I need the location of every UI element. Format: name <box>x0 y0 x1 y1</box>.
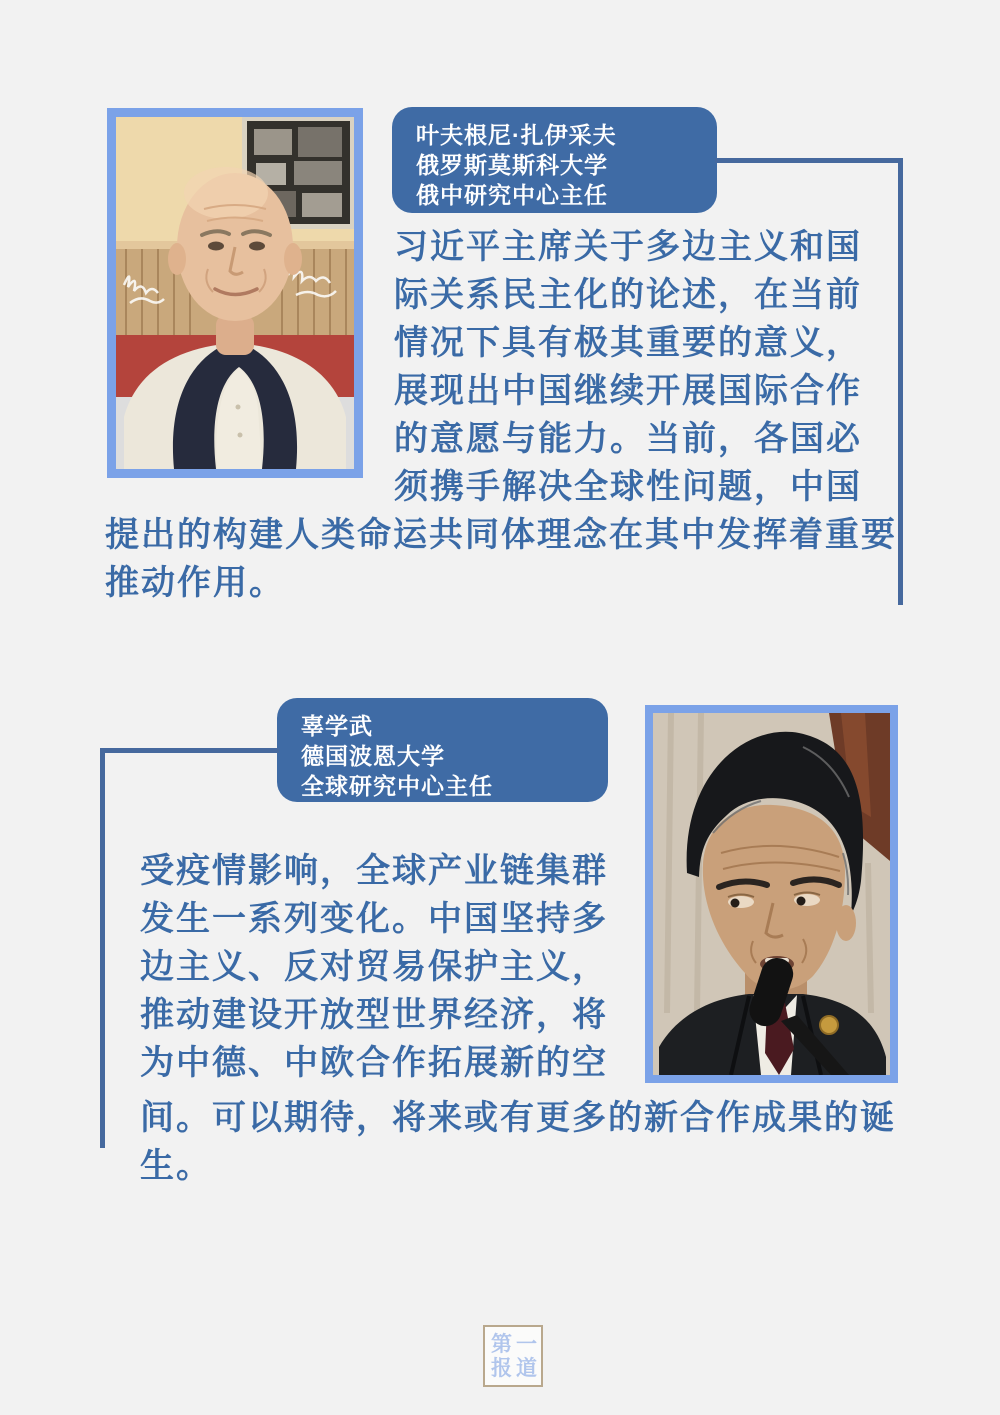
quote-line: 的意愿与能力。当前，各国必 <box>394 421 862 458</box>
expert1-badge <box>392 107 717 213</box>
logo-char: 报 <box>491 1355 512 1380</box>
expert1-affiliation: 俄罗斯莫斯科大学 <box>416 152 608 178</box>
quote-line: 间。可以期待，将来或有更多的新合作成果的诞 <box>140 1100 896 1137</box>
quote-line: 边主义、反对贸易保护主义， <box>140 949 608 986</box>
logo-char: 第 <box>491 1331 512 1356</box>
frame-line-left-vertical <box>100 748 105 1148</box>
quote-line: 生。 <box>140 1148 212 1185</box>
expert2-badge <box>277 698 608 802</box>
logo-char: 道 <box>516 1355 537 1380</box>
frame-line-bottom-horizontal <box>103 748 279 753</box>
expert1-title: 俄中研究中心主任 <box>416 182 608 208</box>
quote-line: 际关系民主化的论述，在当前 <box>394 277 862 314</box>
quote-line: 展现出中国继续开展国际合作 <box>394 373 862 410</box>
quote-line: 受疫情影响，全球产业链集群 <box>140 853 608 890</box>
expert1-photo <box>107 108 363 478</box>
quote-line: 为中德、中欧合作拓展新的空 <box>140 1045 608 1082</box>
expert2-photo-illustration <box>653 713 890 1075</box>
expert1-quote-beside-photo <box>394 224 862 512</box>
frame-line-right-vertical <box>898 158 903 605</box>
logo-char: 一 <box>516 1331 537 1356</box>
expert2-affiliation: 德国波恩大学 <box>301 743 445 769</box>
expert1-photo-illustration <box>116 117 354 469</box>
expert2-quote-full-width <box>140 1095 896 1191</box>
quote-line: 提出的构建人类命运共同体理念在其中发挥着重要 <box>105 517 897 554</box>
quote-line: 推动作用。 <box>105 565 285 602</box>
quote-line: 习近平主席关于多边主义和国 <box>394 229 862 266</box>
diyi-baodao-logo <box>483 1325 543 1387</box>
expert2-title: 全球研究中心主任 <box>301 773 493 799</box>
expert2-name: 辜学武 <box>301 713 373 739</box>
frame-line-top-horizontal <box>715 158 903 163</box>
quote-line: 推动建设开放型世界经济，将 <box>140 997 608 1034</box>
expert1-quote-full-width <box>105 512 897 608</box>
quote-line: 情况下具有极其重要的意义， <box>394 325 862 362</box>
expert2-quote-beside-photo <box>140 848 608 1088</box>
expert2-photo <box>645 705 898 1083</box>
expert1-name: 叶夫根尼·扎伊采夫 <box>416 122 617 148</box>
quote-line: 须携手解决全球性问题，中国 <box>394 469 862 506</box>
quote-line: 发生一系列变化。中国坚持多 <box>140 901 608 938</box>
